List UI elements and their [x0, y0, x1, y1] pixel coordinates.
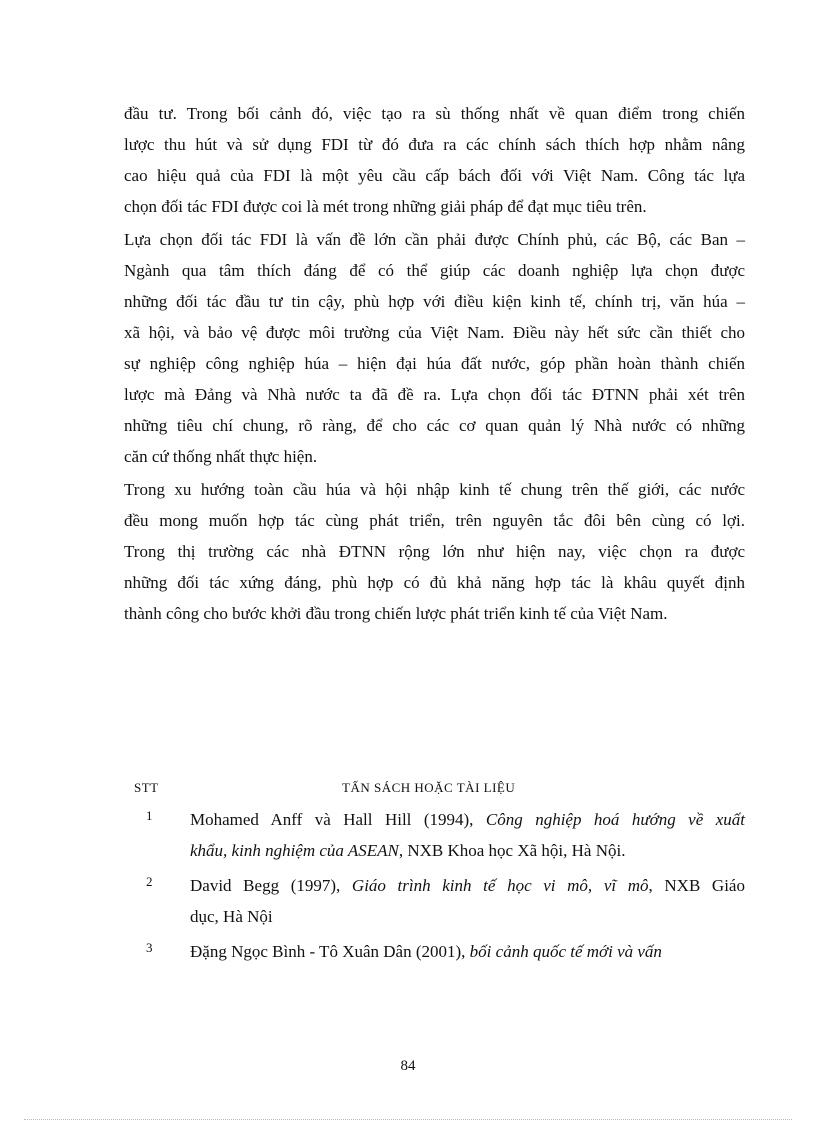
body-text — [124, 98, 745, 629]
page-number: 84 — [400, 1058, 416, 1074]
text-line: Trong thị trường các nhà ĐTNN rộng lớn như hiện nay, việc chọn ra được — [124, 542, 745, 561]
text-line: Lựa chọn đối tác FDI là vấn đề lớn cần phải được Chính phủ, các Bộ, các Ban – — [124, 230, 745, 249]
reference-list — [124, 774, 745, 971]
text-line: chọn đối tác FDI được coi là mét trong những giải pháp để đạt mục tiêu trên. — [124, 197, 647, 216]
stt-column-header: STT — [134, 780, 159, 795]
text-line: cao hiệu quả của FDI là một yêu cầu cấp bách đối với Việt Nam. Công tác lựa — [124, 166, 745, 185]
reference-number: 2 — [146, 874, 153, 889]
reference-item — [124, 936, 745, 967]
text-line: thành công cho bước khởi đầu trong chiến lược phát triển kinh tế của Việt Nam. — [124, 604, 668, 623]
title-column-header: TẤN SÁCH HOẶC TÀI LIỆU — [342, 780, 516, 795]
text-line: lược thu hút và sử dụng FDI từ đó đưa ra các chính sách thích hợp nhằm nâng — [124, 135, 745, 154]
reference-item — [124, 804, 745, 866]
reference-number: 3 — [146, 940, 153, 955]
text-line: những tiêu chí chung, rõ ràng, để cho các cơ quan quản lý Nhà nước có những — [124, 416, 745, 435]
text-line: đều mong muốn hợp tác cùng phát triển, trên nguyên tắc đôi bên cùng có lợi. — [124, 511, 745, 530]
reference-line: dục, Hà Nội — [190, 907, 273, 926]
reference-item — [124, 870, 745, 932]
text-line: những đối tác đầu tư tin cậy, phù hợp với điều kiện kinh tế, chính trị, văn húa – — [124, 292, 745, 311]
reference-line: David Begg (1997), Giáo trình kinh tế học vi mô, vĩ mô, NXB Giáo — [190, 876, 745, 895]
reference-line: Mohamed Anff và Hall Hill (1994), Công nghiệp hoá hướng về xuất — [190, 810, 746, 829]
text-line: lược mà Đảng và Nhà nước ta đã đề ra. Lựa chọn đối tác ĐTNN phải xét trên — [124, 385, 745, 404]
reference-line: khẩu, kinh nghiệm của ASEAN, NXB Khoa học Xã hội, Hà Nội. — [190, 841, 626, 860]
reference-header — [124, 774, 745, 804]
footer-divider — [24, 1119, 792, 1120]
text-line: xã hội, và bảo vệ được môi trường của Việt Nam. Điều này hết sức cần thiết cho — [124, 323, 745, 342]
text-line: đầu tư. Trong bối cảnh đó, việc tạo ra sù thống nhất về quan điểm trong chiến — [124, 104, 745, 123]
text-line: căn cứ thống nhất thực hiện. — [124, 447, 318, 466]
text-line: sự nghiệp công nghiệp húa – hiện đại húa đất nước, góp phần hoàn thành chiến — [124, 354, 745, 373]
text-line: Ngành qua tâm thích đáng để có thể giúp các doanh nghiệp lựa chọn được — [124, 261, 745, 280]
text-line: Trong xu hướng toàn cầu húa và hội nhập kinh tế chung trên thế giới, các nước — [124, 480, 745, 499]
reference-number: 1 — [146, 808, 153, 823]
reference-line: Đặng Ngọc Bình - Tô Xuân Dân (2001), bối cảnh quốc tế mới và vấn — [190, 942, 662, 961]
text-line: những đối tác xứng đáng, phù hợp có đủ khả năng hợp tác là khâu quyết định — [124, 573, 745, 592]
